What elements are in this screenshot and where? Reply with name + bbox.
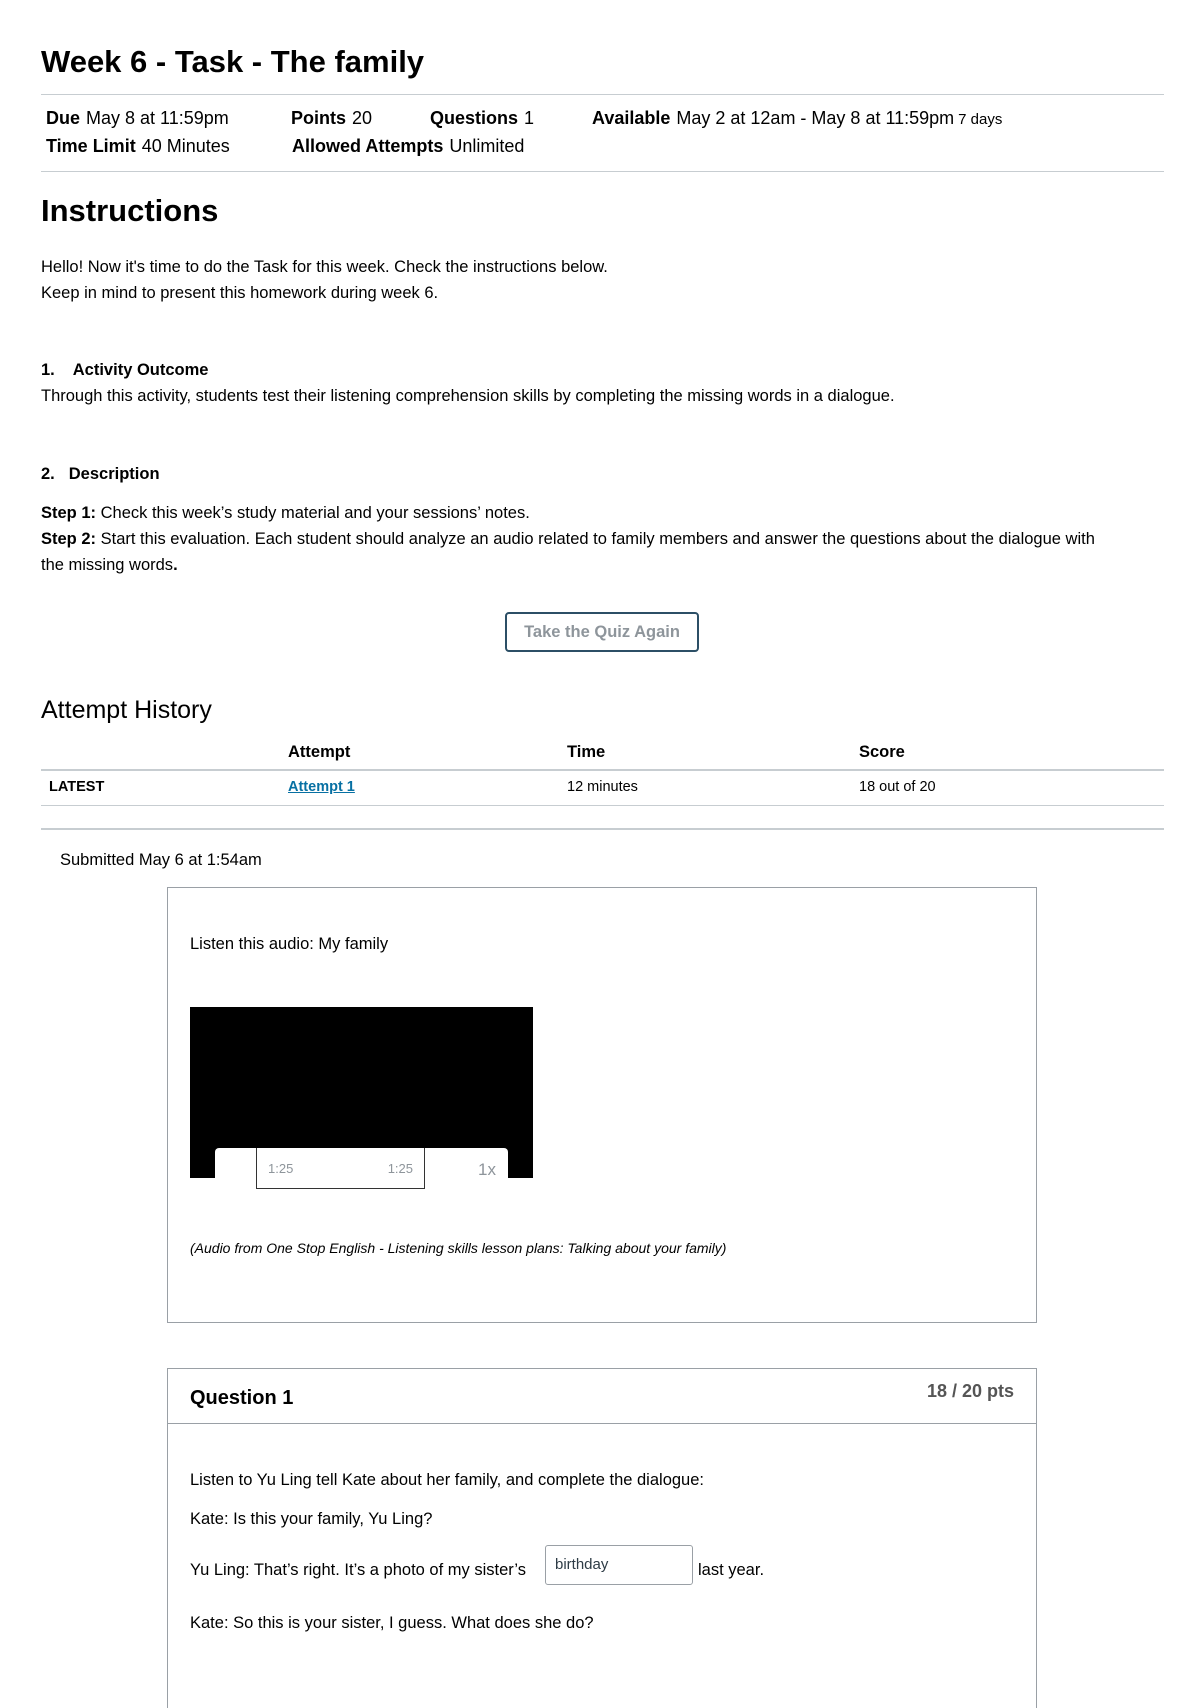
answer-field[interactable]: birthday [545,1545,693,1585]
page-title: Week 6 - Task - The family [41,44,425,79]
available-value: May 2 at 12am - May 8 at 11:59pm [676,108,955,128]
description-title: Description [68,465,160,483]
question-header [168,1369,1036,1424]
available-info [592,108,1002,129]
column-header-time: Time [567,743,606,761]
audio-source-note: (Audio from One Stop English - Listening skills lesson plans: Talking about your family) [190,1240,727,1256]
available-label: Available [592,108,671,128]
due-label: Due [46,108,81,128]
step-2-text-line-2: the missing words [41,556,174,574]
due-info [46,108,229,129]
questions-value: 1 [524,108,535,128]
playback-speed-button[interactable]: 1x [478,1160,496,1179]
question-title: Question 1 [190,1387,294,1409]
step-1-text: Check this week’s study material and your sessions’ notes. [100,504,530,522]
divider [41,94,1164,95]
attempts-label: Allowed Attempts [292,136,444,156]
attempt-history-heading: Attempt History [41,696,212,724]
submitted-date: Submitted May 6 at 1:54am [60,851,262,869]
step-2 [41,526,1166,552]
questions-info [430,108,534,129]
step-2-period: . [173,556,178,574]
description-number: 2. [41,465,55,483]
attempt-score: 18 out of 20 [859,779,936,795]
dialogue-line-2-start: Yu Ling: That’s right. It’s a photo of my sister’s [190,1561,526,1579]
outcome-number: 1. [41,361,55,379]
time-limit-info [46,136,230,157]
outcome-title: Activity Outcome [72,361,209,379]
question-score: 18 / 20 pts [926,1381,1014,1401]
dialogue-line-2-end: last year. [698,1561,765,1579]
audio-prompt: Listen this audio: My family [190,935,389,953]
latest-tag: LATEST [49,779,105,795]
table-row [41,770,1164,805]
attempt-1-link[interactable]: Attempt 1 [288,779,355,795]
attempts-info [292,136,524,157]
step-2-text-line-1: Start this evaluation. Each student should analyze an audio related to family members and answer the questions about the dialogue with [100,530,1095,548]
step-1-label: Step 1: [41,504,97,522]
current-time: 1:25 [268,1161,294,1176]
divider [41,828,1164,830]
duration: 1:25 [387,1161,413,1176]
intro-line-1: Hello! Now it's time to do the Task for this week. Check the instructions below. [41,258,608,276]
description-heading [41,465,160,484]
instructions-heading: Instructions [41,193,219,228]
outcome-text: Through this activity, students test their listening comprehension skills by completing the missing words in a dialogue. [41,387,895,405]
intro-line-2: Keep in mind to present this homework during week 6. [41,284,439,302]
divider [41,171,1164,172]
progress-scrubber[interactable] [256,1148,425,1189]
column-header-attempt: Attempt [288,743,351,761]
question-instruction: Listen to Yu Ling tell Kate about her family, and complete the dialogue: [190,1471,704,1489]
attempts-value: Unlimited [449,136,525,156]
points-value: 20 [352,108,373,128]
outcome-heading [41,361,208,380]
questions-label: Questions [430,108,519,128]
step-1 [41,500,530,526]
due-value: May 8 at 11:59pm [86,108,229,128]
time-limit-value: 40 Minutes [141,136,230,156]
attempt-time: 12 minutes [567,779,638,795]
points-label: Points [291,108,347,128]
dialogue-line-3: Kate: So this is your sister, I guess. What does she do? [190,1614,594,1632]
column-header-score: Score [859,743,905,761]
time-limit-label: Time Limit [46,136,136,156]
available-days: 7 days [958,111,1003,128]
divider [41,805,1164,806]
step-2-continued [41,552,178,578]
step-2-label: Step 2: [41,530,97,548]
take-quiz-again-button[interactable]: Take the Quiz Again [505,612,699,652]
points-info [291,108,372,129]
dialogue-line-1: Kate: Is this your family, Yu Ling? [190,1510,433,1528]
